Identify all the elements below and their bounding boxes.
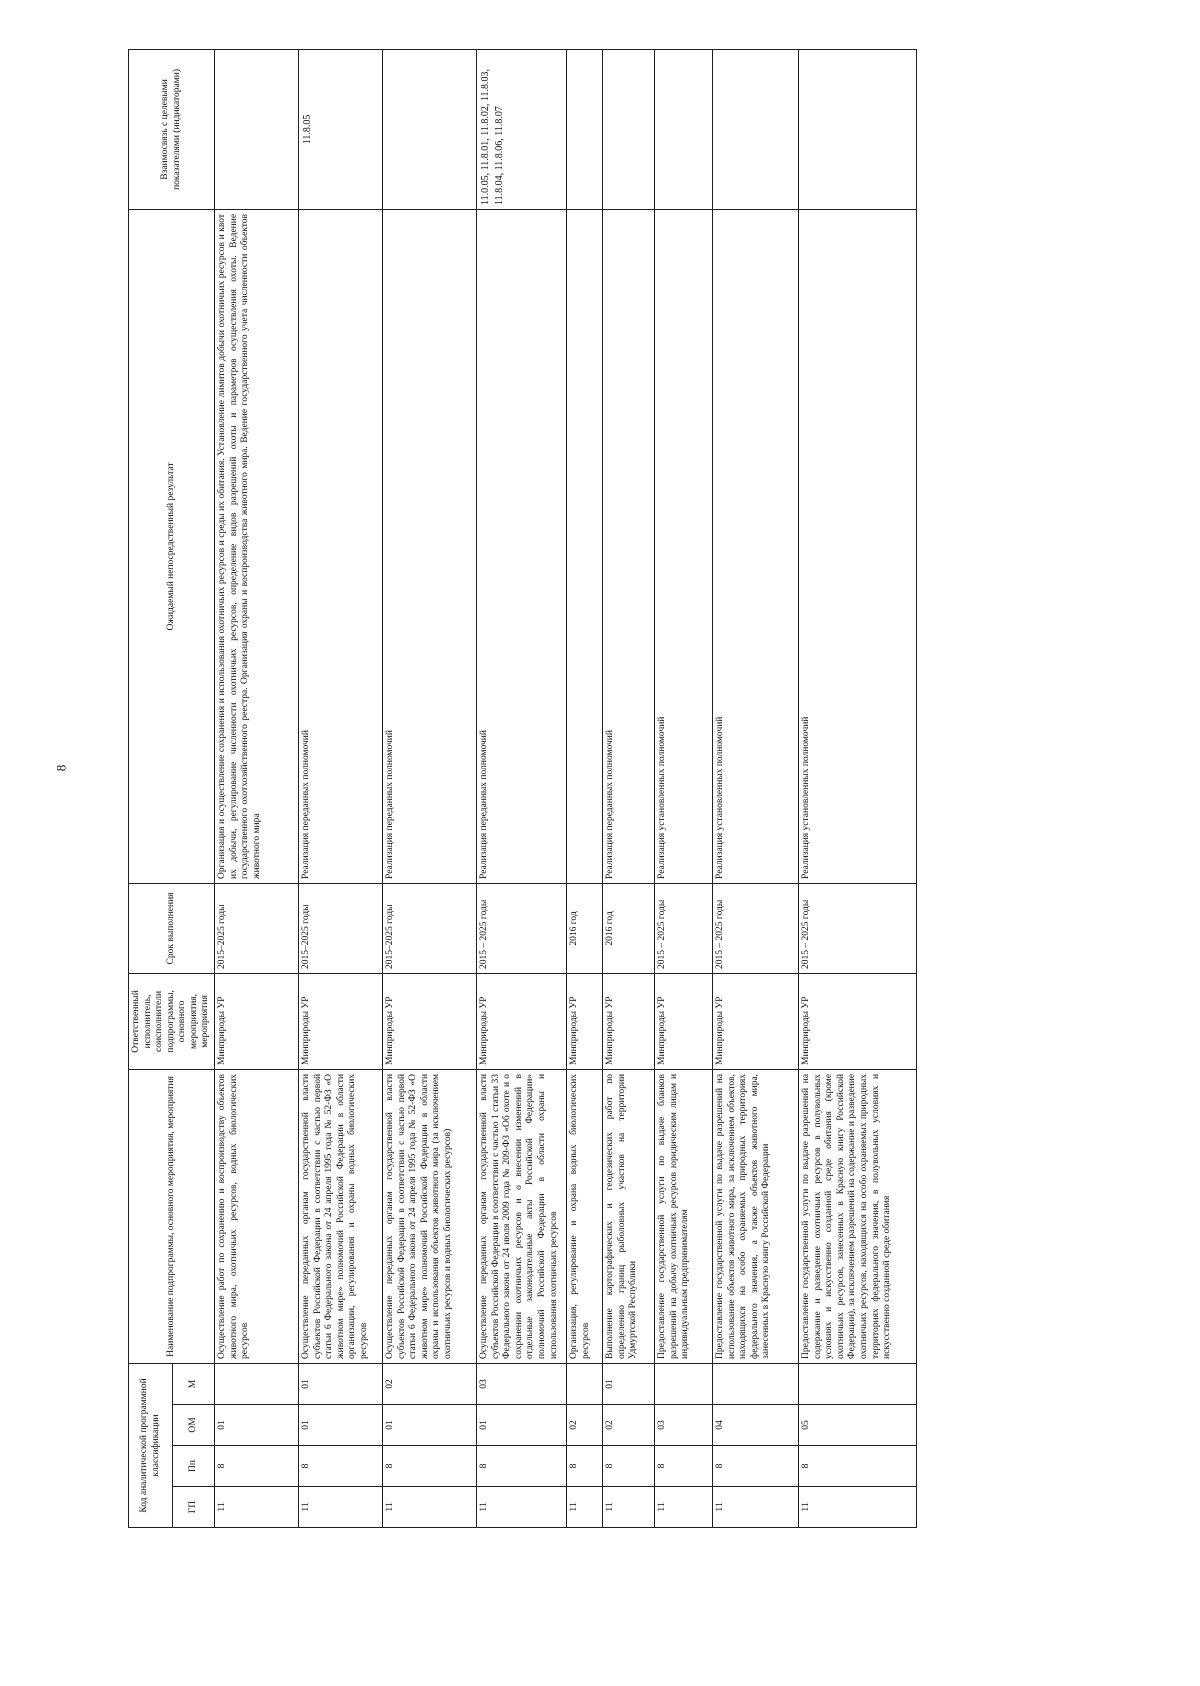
cell-gp: 11 [655, 1487, 713, 1528]
cell-result: Реализация переданных полномочий [299, 209, 383, 883]
header-om: ОМ [173, 1405, 215, 1446]
cell-pp: 8 [567, 1446, 603, 1487]
cell-responsible: Минприроды УР [383, 973, 477, 1069]
cell-name: Осуществление переданных органам государственной власти субъектов Российской Федерации в соответствии с частью 1 статьи 33 Федерального закона от 24 июля 2009 года № 209-ФЗ «Об охоте и о сохранении охотничьих ресурсов и о внесении изменений в отдельные законодательные акты Российской Федерации» полномочий Российской Федерации в области охраны и использования охотничьих ресурсов [477, 1069, 567, 1363]
cell-term: 2015–2025 годы [299, 883, 383, 973]
table-row [383, 49, 477, 1527]
cell-pp: 8 [603, 1446, 655, 1487]
cell-gp: 11 [383, 1487, 477, 1528]
header-responsible: Ответственный исполнитель, соисполнители подпрограммы, основного мероприятия, мероприятия [129, 973, 215, 1069]
cell-pp: 8 [383, 1446, 477, 1487]
cell-responsible: Минприроды УР [799, 973, 917, 1069]
cell-link [603, 49, 655, 209]
cell-om: 02 [603, 1405, 655, 1446]
cell-term: 2015 – 2025 годы [477, 883, 567, 973]
cell-name: Предоставление государственной услуги по выдаче бланков разрешений на добычу охотничьих ресурсов юридическим лицам и индивидуальным предпринимателям [655, 1069, 713, 1363]
page-number: 8 [53, 764, 69, 772]
cell-om: 03 [655, 1405, 713, 1446]
cell-om: 05 [799, 1405, 917, 1446]
header-result: Ожидаемый непосредственный результат [129, 209, 215, 883]
cell-link [713, 49, 799, 209]
header-term: Срок выполнения [129, 883, 215, 973]
cell-responsible: Минприроды УР [299, 973, 383, 1069]
table-row [799, 49, 917, 1527]
cell-om: 01 [299, 1405, 383, 1446]
cell-m [799, 1363, 917, 1404]
cell-m [215, 1363, 299, 1404]
cell-result: Организация и осуществление сохранения и использования охотничьих ресурсов и среды их обитания. Установление лимитов добычи охотничьих ресурсов и квот их добычи, регулирование численности охотничьих ресурсов, определение видов разрешений охоты и параметров осуществления охоты. Ведение государственного охотхозяйственного реестра. Организация охраны и воспроизводства животного мира. Ведение государственного учета численности объектов животного мира [215, 209, 299, 883]
cell-pp: 8 [655, 1446, 713, 1487]
cell-result [567, 209, 603, 883]
table-row [603, 49, 655, 1527]
cell-m: 02 [383, 1363, 477, 1404]
header-link: Взаимосвязь с целевыми показателями (индикаторами) [129, 49, 215, 209]
table-row [299, 49, 383, 1527]
cell-result: Реализация переданных полномочий [477, 209, 567, 883]
cell-m [567, 1363, 603, 1404]
cell-gp: 11 [567, 1487, 603, 1528]
cell-m [713, 1363, 799, 1404]
cell-responsible: Минприроды УР [567, 973, 603, 1069]
cell-pp: 8 [799, 1446, 917, 1487]
cell-result: Реализация установленных полномочий [799, 209, 917, 883]
cell-term: 2015 – 2025 годы [713, 883, 799, 973]
cell-term: 2016 год [603, 883, 655, 973]
header-name: Наименование подпрограммы, основного мероприятия, мероприятия [129, 1069, 215, 1363]
cell-result: Реализация переданных полномочий [603, 209, 655, 883]
cell-gp: 11 [713, 1487, 799, 1528]
rotated-table-container [128, 50, 998, 1528]
header-gp: ГП [173, 1487, 215, 1528]
table-row [215, 49, 299, 1527]
header-pp: Пп [173, 1446, 215, 1487]
cell-m [655, 1363, 713, 1404]
cell-name: Осуществление работ по сохранению и воспроизводству объектов животного мира, охотничьих ресурсов, водных биологических ресурсов [215, 1069, 299, 1363]
cell-term: 2016 год [567, 883, 603, 973]
cell-om: 01 [215, 1405, 299, 1446]
cell-link [567, 49, 603, 209]
cell-responsible: Минприроды УР [603, 973, 655, 1069]
cell-om: 04 [713, 1405, 799, 1446]
cell-term: 2015 – 2025 годы [799, 883, 917, 973]
cell-pp: 8 [713, 1446, 799, 1487]
cell-link [655, 49, 713, 209]
cell-om: 02 [567, 1405, 603, 1446]
cell-term: 2015 – 2025 годы [655, 883, 713, 973]
cell-gp: 11 [603, 1487, 655, 1528]
cell-m: 01 [299, 1363, 383, 1404]
cell-pp: 8 [215, 1446, 299, 1487]
header-m: М [173, 1363, 215, 1404]
cell-om: 01 [383, 1405, 477, 1446]
cell-link: 11.8.05 [299, 49, 383, 209]
cell-result: Реализация установленных полномочий [655, 209, 713, 883]
cell-link: 11.0.05, 11.8.01, 11.8.02, 11.8.03, 11.8.04, 11.8.06, 11.8.07 [477, 49, 567, 209]
cell-gp: 11 [799, 1487, 917, 1528]
cell-pp: 8 [299, 1446, 383, 1487]
cell-link [215, 49, 299, 209]
table-row [567, 49, 603, 1527]
cell-result: Реализация установленных полномочий [713, 209, 799, 883]
cell-om: 01 [477, 1405, 567, 1446]
program-table [128, 49, 917, 1528]
table-row [477, 49, 567, 1527]
cell-term: 2015–2025 годы [215, 883, 299, 973]
cell-responsible: Минприроды УР [215, 973, 299, 1069]
cell-name: Предоставление государственной услуги по выдаче разрешений на использование объектов животного мира, за исключением объектов, находящихся на особо охраняемых природных территориях федерального значения, а также объектов животного мира, занесенных в Красную книгу Российской Федерации [713, 1069, 799, 1363]
cell-m: 03 [477, 1363, 567, 1404]
table-row [713, 49, 799, 1527]
cell-responsible: Минприроды УР [713, 973, 799, 1069]
table-row [655, 49, 713, 1527]
cell-term: 2015–2025 годы [383, 883, 477, 973]
header-code: Код аналитической программной классификации [129, 1363, 173, 1527]
cell-link [799, 49, 917, 209]
cell-responsible: Минприроды УР [477, 973, 567, 1069]
cell-name: Предоставление государственной услуги по выдаче разрешений на содержание и разведение охотничьих ресурсов в полувольных условиях и искусственно созданной среде обитания (кроме охотничьих ресурсов, занесенных в Красную книгу Российской Федерации), за исключением разрешений на содержание и разведение охотничьих ресурсов, находящихся на особо охраняемых природных территориях федерального значения, в полувольных условиях и искусственно созданной среде обитания [799, 1069, 917, 1363]
cell-gp: 11 [477, 1487, 567, 1528]
cell-name: Выполнение картографических и геодезических работ по определению границ рыболовных участков на территории Удмуртской Республики [603, 1069, 655, 1363]
cell-m: 01 [603, 1363, 655, 1404]
cell-result: Реализация переданных полномочий [383, 209, 477, 883]
cell-responsible: Минприроды УР [655, 973, 713, 1069]
cell-name: Осуществление переданных органам государственной власти субъектов Российской Федерации в соответствии с частью первой статьи 6 Федерального закона от 24 апреля 1995 года № 52-ФЗ «О животном мире» полномочий Российской Федерации в области организации, регулирования и охраны водных биологических ресурсов [299, 1069, 383, 1363]
cell-link [383, 49, 477, 209]
cell-pp: 8 [477, 1446, 567, 1487]
cell-gp: 11 [215, 1487, 299, 1528]
cell-name: Организация, регулирование и охрана водных биологических ресурсов [567, 1069, 603, 1363]
cell-name: Осуществление переданных органам государственной власти субъектов Российской Федерации в соответствии с частью первой статьи 6 Федерального закона от 24 апреля 1995 года № 52-ФЗ «О животном мире» полномочий Российской Федерации в области охраны и использования объектов животного мира (за исключением охотничьих ресурсов и водных биологических ресурсов) [383, 1069, 477, 1363]
cell-gp: 11 [299, 1487, 383, 1528]
